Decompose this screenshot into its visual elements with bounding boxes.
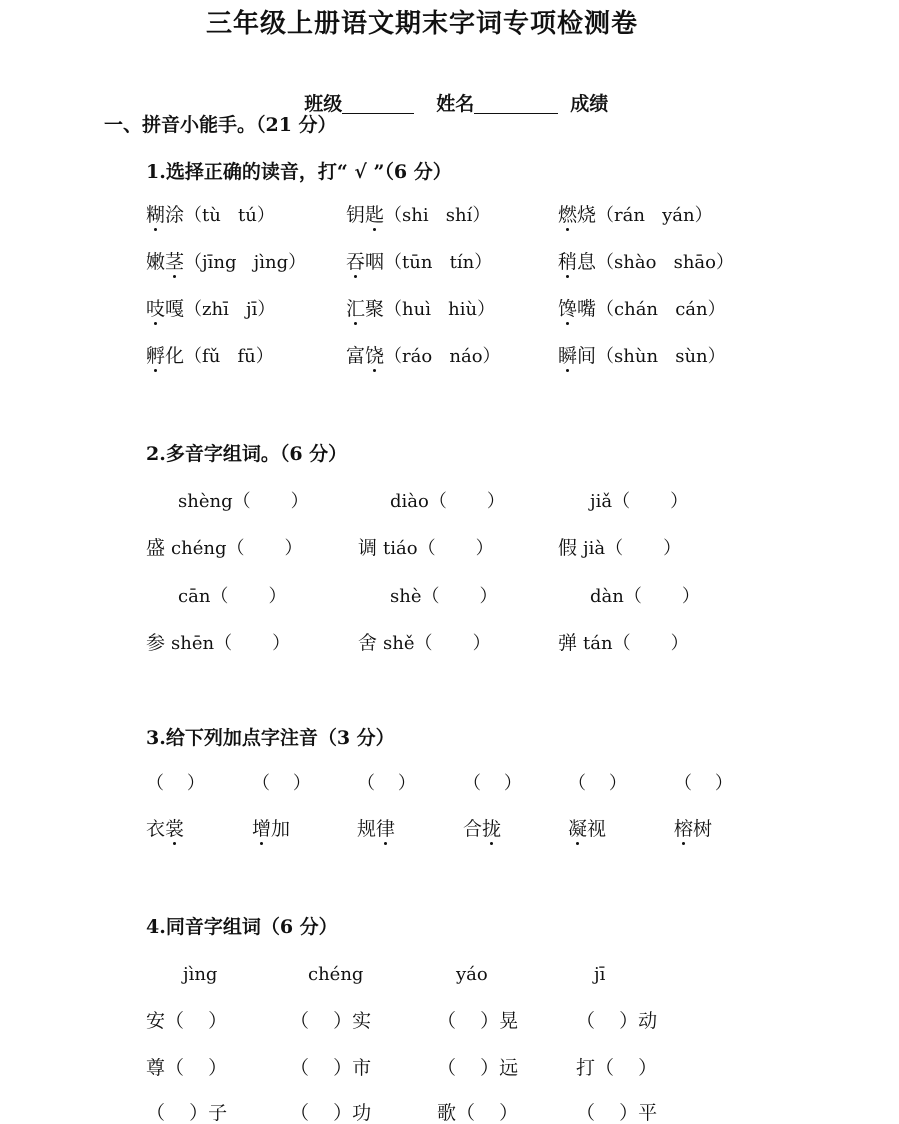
homophone-blank-item[interactable]: （ ）子 [146, 1102, 228, 1124]
word-char: 树 [693, 818, 713, 840]
polyphone-char: 舍 [358, 632, 384, 654]
polyphone-bottom-item [358, 634, 491, 653]
pinyin-choice-item [558, 253, 734, 272]
polyphone-bottom-item [146, 539, 303, 558]
homophone-blank-item[interactable]: （ ）功 [290, 1102, 372, 1124]
choice-word [146, 298, 184, 320]
score-label: 成绩 [570, 93, 609, 115]
choice-word [346, 251, 384, 273]
homophone-pinyin: jī [594, 964, 606, 985]
word-char: 咽 [365, 251, 385, 273]
homophone-blank-item[interactable]: （ ）市 [290, 1057, 372, 1079]
polyphone-pinyin: shè [390, 586, 422, 607]
polyphone-pinyin: tiáo [383, 538, 418, 559]
pinyin-choice-item [346, 347, 501, 366]
choice-word [346, 298, 384, 320]
choice-word [558, 345, 596, 367]
polyphone-pinyin: cān [178, 586, 211, 607]
annotate-word [674, 818, 712, 840]
pinyin-options[interactable]: （ráo náo） [384, 346, 501, 367]
pinyin-choice-item [146, 300, 275, 319]
answer-blank[interactable]: （ ） [463, 773, 522, 794]
pinyin-options[interactable]: （rán yán） [596, 205, 713, 226]
homophone-blank-item[interactable]: 尊（ ） [146, 1057, 228, 1079]
pinyin-choice-item [558, 347, 726, 366]
word-char: 合 [463, 818, 483, 840]
name-blank [474, 95, 558, 114]
pinyin-options[interactable]: （tūn tín） [384, 252, 493, 273]
homophone-pinyin: chéng [308, 964, 364, 985]
homophone-pinyin: yáo [456, 964, 488, 985]
word-char: 瞬 [558, 345, 578, 367]
word-char: 化 [165, 345, 185, 367]
question-1-title: 1.选择正确的读音，打“ √ ”（6 分） [146, 161, 452, 183]
annotate-word [357, 818, 395, 840]
word-char: 规 [357, 818, 377, 840]
choice-word [558, 204, 596, 226]
answer-blank[interactable]: （ ） [674, 773, 733, 794]
polyphone-pinyin: diào [390, 491, 429, 512]
polyphone-pinyin: chéng [171, 538, 227, 559]
polyphone-bottom-item [558, 634, 689, 653]
word-char: 拢 [482, 818, 502, 840]
word-char: 增 [252, 818, 272, 840]
answer-blank[interactable]: （ ） [252, 773, 311, 794]
word-char: 糊 [146, 204, 166, 226]
polyphone-top-item [390, 587, 498, 606]
choice-word [146, 204, 184, 226]
answer-blank[interactable]: （ ） [568, 773, 627, 794]
pinyin-options[interactable]: （zhī jī） [184, 299, 276, 320]
homophone-blank-item[interactable]: （ ）远 [437, 1057, 519, 1079]
word-char: 涂 [165, 204, 185, 226]
polyphone-char: 参 [146, 632, 172, 654]
annotate-word [252, 818, 290, 840]
answer-blank[interactable]: （ ） [623, 586, 700, 607]
word-char: 嘎 [165, 298, 185, 320]
homophone-blank-item[interactable]: （ ）实 [290, 1010, 372, 1032]
choice-word [558, 251, 596, 273]
answer-blank[interactable]: （ ） [421, 586, 498, 607]
pinyin-choice-item [146, 253, 306, 272]
pinyin-options[interactable]: （jīng jìng） [184, 252, 307, 273]
answer-blank[interactable]: （ ） [226, 538, 303, 559]
polyphone-bottom-item [558, 539, 681, 558]
polyphone-pinyin: dàn [590, 586, 624, 607]
class-blank [342, 95, 414, 114]
pinyin-options[interactable]: （shùn sùn） [596, 346, 726, 367]
answer-blank[interactable]: （ ） [414, 633, 491, 654]
answer-blank[interactable]: （ ） [428, 491, 505, 512]
word-char: 吞 [346, 251, 366, 273]
word-char: 钥 [346, 204, 366, 226]
pinyin-choice-item [346, 300, 495, 319]
polyphone-char: 假 [558, 537, 584, 559]
answer-blank[interactable]: （ ） [417, 538, 494, 559]
question-2-title: 2.多音字组词。（6 分） [146, 443, 348, 465]
pinyin-choice-item [146, 206, 275, 225]
polyphone-top-item [178, 587, 286, 606]
annotate-word-item [252, 820, 290, 839]
choice-word [346, 204, 384, 226]
homophone-blank-item[interactable]: （ ）动 [576, 1010, 658, 1032]
answer-blank[interactable]: （ ） [605, 538, 682, 559]
answer-blank[interactable]: （ ） [210, 586, 287, 607]
polyphone-top-item [178, 492, 309, 511]
polyphone-pinyin: shě [383, 633, 415, 654]
annotate-word-item [463, 820, 501, 839]
pinyin-choice-item [346, 206, 490, 225]
annotate-word [568, 818, 606, 840]
answer-blank[interactable]: （ ） [232, 491, 309, 512]
polyphone-char: 弹 [558, 632, 584, 654]
name-label: 姓名 [436, 93, 475, 115]
annotate-word-item [146, 820, 184, 839]
homophone-blank-item[interactable]: （ ）平 [576, 1102, 658, 1124]
polyphone-pinyin: jiǎ [590, 491, 613, 512]
word-char: 聚 [365, 298, 385, 320]
word-char: 孵 [146, 345, 166, 367]
word-char: 裳 [165, 818, 185, 840]
answer-blank[interactable]: （ ） [214, 633, 291, 654]
word-char: 榕 [674, 818, 694, 840]
polyphone-char: 盛 [146, 537, 172, 559]
word-char: 茎 [165, 251, 185, 273]
word-char: 息 [577, 251, 597, 273]
polyphone-top-item [390, 492, 505, 511]
pinyin-options[interactable]: （fǔ fū） [184, 346, 274, 367]
word-char: 吱 [146, 298, 166, 320]
polyphone-bottom-item [146, 634, 290, 653]
word-char: 稍 [558, 251, 578, 273]
homophone-blank-item[interactable]: 安（ ） [146, 1010, 228, 1032]
question-4-title: 4.同音字组词（6 分） [146, 916, 338, 938]
polyphone-pinyin: jià [583, 538, 606, 559]
word-char: 烧 [577, 204, 597, 226]
word-char: 凝 [568, 818, 588, 840]
word-char: 衣 [146, 818, 166, 840]
polyphone-char: 调 [358, 537, 384, 559]
polyphone-pinyin: shèng [178, 491, 233, 512]
question-3-title: 3.给下列加点字注音（3 分） [146, 727, 395, 749]
polyphone-top-item [590, 492, 688, 511]
annotate-word-item [357, 820, 395, 839]
word-char: 汇 [346, 298, 366, 320]
word-char: 燃 [558, 204, 578, 226]
homophone-pinyin: jìng [183, 964, 218, 985]
pinyin-options[interactable]: （huì hiù） [384, 299, 496, 320]
word-char: 嘴 [577, 298, 597, 320]
polyphone-top-item [590, 587, 700, 606]
choice-word [146, 345, 184, 367]
pinyin-options[interactable]: （tù tú） [184, 205, 275, 226]
choice-word [146, 251, 184, 273]
word-char: 富 [346, 345, 366, 367]
class-label: 班级 [304, 93, 343, 115]
page-title: 三年级上册语文期末字词专项检测卷 [206, 9, 639, 39]
word-char: 嫩 [146, 251, 166, 273]
pinyin-choice-item [146, 347, 274, 366]
polyphone-pinyin: shēn [171, 633, 215, 654]
word-char: 视 [587, 818, 607, 840]
pinyin-options[interactable]: （shi shí） [384, 205, 491, 226]
answer-blank[interactable]: （ ） [612, 491, 689, 512]
homophone-blank-item[interactable]: （ ）晃 [437, 1010, 519, 1032]
pinyin-choice-item [346, 253, 492, 272]
word-char: 饶 [365, 345, 385, 367]
answer-blank[interactable]: （ ） [146, 773, 205, 794]
word-char: 加 [271, 818, 291, 840]
answer-blank[interactable]: （ ） [612, 633, 689, 654]
annotate-word-item [674, 820, 712, 839]
polyphone-pinyin: tán [583, 633, 613, 654]
homophone-blank-item[interactable]: 歌（ ） [437, 1102, 519, 1124]
pinyin-options[interactable]: （shào shāo） [596, 252, 734, 273]
word-char: 匙 [365, 204, 385, 226]
pinyin-options[interactable]: （chán cán） [596, 299, 726, 320]
word-char: 间 [577, 345, 597, 367]
polyphone-bottom-item [358, 539, 494, 558]
choice-word [346, 345, 384, 367]
pinyin-choice-item [558, 300, 726, 319]
choice-word [558, 298, 596, 320]
word-char: 馋 [558, 298, 578, 320]
student-info-line [291, 76, 608, 114]
word-char: 律 [376, 818, 396, 840]
annotate-word [146, 818, 184, 840]
pinyin-choice-item [558, 206, 713, 225]
section-heading: 一、拼音小能手。（21 分） [104, 114, 337, 136]
answer-blank[interactable]: （ ） [357, 773, 416, 794]
annotate-word [463, 818, 501, 840]
annotate-word-item [568, 820, 606, 839]
homophone-blank-item[interactable]: 打（ ） [576, 1057, 658, 1079]
